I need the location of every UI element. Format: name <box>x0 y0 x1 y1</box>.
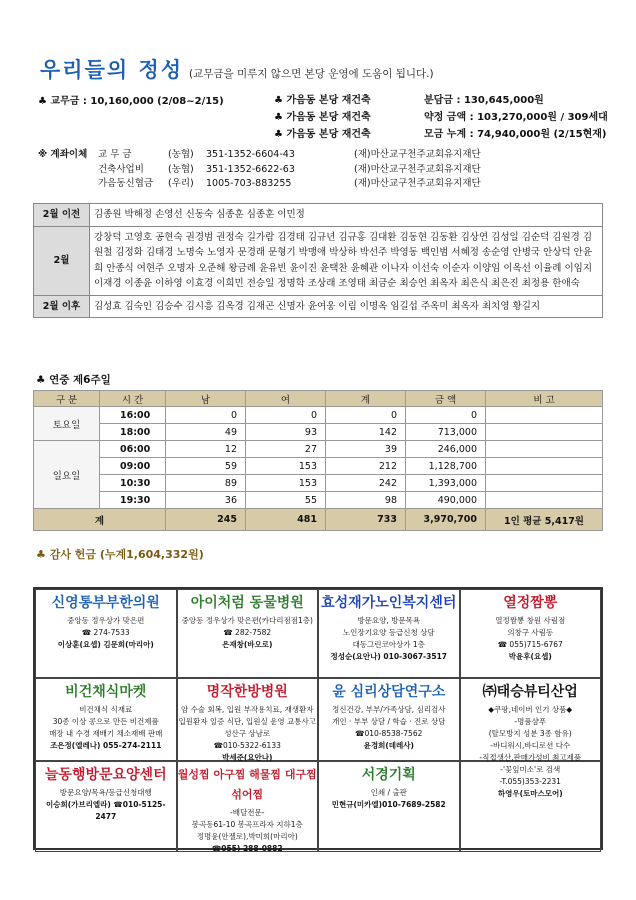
ad-card <box>460 589 602 678</box>
table-row: 2월 강창덕 고영호 공현숙 권경범 권정숙 길가람 김경태 김규년 김규홍 김대환 김동현 김동환 김상연 김성일 김순덕 김원경 김원철 김정화 김태경 노명숙 노영자 문경래 문형기 박맹애 박상하 박선주 박영동 백인범 서혜정 송순영 안병국 안상덕 안윤희 안종식 여현주 오명자 오준해 왕금례 윤유빈 윤이진 윤택찬 윤혜관 이나자 이선숙 이순자 이양임 이옥선 이율례 이임지 이재경 이종윤 이하영 이효경 이희민 전승일 정명학 조상래 조영태 최금순 최승언 최옥자 최은식 최은진 최정용 한애숙 <box>34 226 603 295</box>
ad-line: 입원환자 일증 식단, 입원실 운영 교통사고 <box>178 717 316 726</box>
ad-title: 윤 심리상담연구소 <box>332 684 446 700</box>
ad-contact: 이승희(가브리엘라) ☎010-5125-2477 <box>45 800 166 821</box>
ad-line: 암 수술 회복, 입원 부작용치료, 재생환자 <box>180 705 314 714</box>
rebuild-row: ♣ 가음동 본당 재건축 모금 누계 : 74,940,000원 (2/15현재) <box>274 129 607 140</box>
ad-contact: 은재창(바오로) <box>222 640 273 649</box>
ad-title: 신영통부부한의원 <box>51 595 160 611</box>
ad-line: ◆쿠팡,네이버 인기 상품◆ <box>488 705 573 714</box>
account-row: 가음동신협금 (우리) 1005-703-883255 (재)마산교구천주교회유지재단 <box>98 178 481 189</box>
attendance-table <box>33 390 603 531</box>
ad-card <box>35 589 177 678</box>
ad-contact: 윤경희(데레사) <box>363 741 414 750</box>
ad-line: 정신건강, 부부/가족상담, 심리검사 <box>332 705 446 714</box>
table-row: 2월 이후 김성효 김숙인 김승수 김시흥 김옥경 김재곤 신명자 윤여웅 이림 이명옥 임길섭 주옥미 최옥자 최치영 황길지 <box>34 295 603 318</box>
thanks-offering: ♣ 감사 헌금 (누계1,604,332원) <box>36 548 204 561</box>
ad-line: 개인 · 부부 상담 / 학습 · 진로 상담 <box>332 717 446 726</box>
table-row: 18:00 49 93 142 713,000 <box>34 424 603 441</box>
account-list <box>38 148 481 192</box>
ad-card <box>177 761 319 852</box>
ad-line: ☎ 055)715-6767 <box>497 640 563 649</box>
ad-card <box>35 761 177 852</box>
ad-line: 매장 내 수경 재배기 채소재배 판매 <box>49 729 163 738</box>
account-heading: ※ 계좌이체 <box>38 149 88 160</box>
ad-line: 방문요양, 방문목욕 <box>357 616 421 625</box>
ad-title: ㈜태승뷰티산업 <box>482 684 578 700</box>
ad-line: -T.055)353-2231 <box>499 777 561 786</box>
ad-title: 열정짬뽕 <box>503 595 558 611</box>
ad-contact: ☎055) 288-0882 <box>211 844 283 853</box>
table-total-row: 계 245 481 733 3,970,700 1인 평균 5,417원 <box>34 509 603 531</box>
ad-line: 중앙동 정우상가 맞은편(카다리점점1층) <box>181 616 313 625</box>
ad-line: -직접생산,판매가성비 최고제품 <box>479 753 582 762</box>
ad-card <box>318 589 460 678</box>
table-header-row: 구 분 시 간 남 여 계 금 액 비 고 <box>34 391 603 407</box>
ad-line: 대동그린코아상가 1층 <box>352 640 425 649</box>
tithe-summary: ♣ 교무금 : 10,160,000 (2/08~2/15) <box>38 96 224 107</box>
ad-title: 명작한방병원 <box>206 684 288 700</box>
ad-line: 30종 이상 콩으로 만든 비건제품 <box>52 717 159 726</box>
ad-line: ☎010-8538-7562 <box>355 729 423 738</box>
ad-contact: 하영우(토마스모어) <box>497 789 563 798</box>
donor-names-table <box>33 203 603 318</box>
ad-line: 성산구 상남로 <box>224 729 271 738</box>
ad-contact: 박윤후(요셉) <box>508 652 552 661</box>
ad-line: ☎010-5322-6133 <box>213 741 281 750</box>
table-row: 09:00 59 153 212 1,128,700 <box>34 458 603 475</box>
ad-grid <box>33 587 603 853</box>
table-row: 토요일 16:00 0 0 0 0 <box>34 407 603 424</box>
ad-line: -바디워시,바디로션 다수 <box>490 741 571 750</box>
ad-line: 노인장기요양 등급신청 상담 <box>342 628 435 637</box>
ad-contact: 조은정(엘레나) 055-274-2111 <box>50 741 162 750</box>
ad-card <box>35 678 177 761</box>
ad-line: 방문요양/목욕/등급신청대행 <box>59 788 152 797</box>
rebuild-summary <box>274 92 608 143</box>
ad-card <box>318 761 460 852</box>
ad-card <box>177 589 319 678</box>
ad-card <box>460 761 602 852</box>
page-subtitle: (교무금을 미루지 않으면 본당 운영에 도움이 됩니다.) <box>189 68 434 80</box>
rebuild-row: ♣ 가음동 본당 재건축 분담금 : 130,645,000원 <box>274 95 544 106</box>
ad-card <box>318 678 460 761</box>
header <box>40 54 434 84</box>
account-row: 건축사업비 (농협) 351-1352-6622-63 (재)마산교구천주교회유지재단 <box>98 163 481 175</box>
ad-contact: 민현규(미카엘)010-7689-2582 <box>331 800 446 809</box>
ad-contact: 이상훈(요셉) 김문희(마리아) <box>57 640 154 649</box>
ad-title: 월성찜 아구찜 해물찜 대구찜 섞어찜 <box>177 768 317 801</box>
ad-title: 늘동행방문요양센터 <box>44 767 167 783</box>
ad-line: 의창구 사림동 <box>507 628 554 637</box>
ad-line: 열정짬뽕 창원 사림점 <box>495 616 566 625</box>
ad-line: 정명윤(안젤로),박미희(마리아) <box>196 832 298 841</box>
rebuild-row: ♣ 가음동 본당 재건축 약정 금액 : 103,270,000원 / 309세대 <box>274 112 608 123</box>
ad-contact: 박세준(요안나) <box>222 753 273 762</box>
table-row: 2월 이전 김종원 박해정 손영선 신동숙 심종훈 심종훈 이민정 <box>34 204 603 227</box>
ad-line: (탈모방지 성분 3종 함유) <box>488 729 572 738</box>
ad-line: 비건채식 식재료 <box>79 705 133 714</box>
table-row: 일요일 06:00 12 27 39 246,000 <box>34 441 603 458</box>
ad-line: -'꽃잎미소'로 검색 <box>500 765 561 774</box>
table-row: 10:30 89 153 242 1,393,000 <box>34 475 603 492</box>
ad-title: 비건채식마켓 <box>65 684 147 700</box>
ad-line: -명품샴푸 <box>514 717 547 726</box>
page-title: 우리들의 정성 <box>40 58 184 82</box>
ad-contact: 정성순(요안나) 010-3067-3517 <box>330 652 448 661</box>
ad-line: 인쇄 / 출판 <box>370 788 407 797</box>
ad-line: 봉곡동61-10 봉곡프라자 지하1층 <box>191 820 303 829</box>
ad-card <box>177 678 319 761</box>
ad-line: 중앙동 정우상가 맞은편 <box>67 616 145 625</box>
attendance-title: ♣ 연중 제6주일 <box>36 374 111 386</box>
ad-title: 아이처럼 동물병원 <box>190 595 304 611</box>
ad-title: 효성재가노인복지센터 <box>321 595 457 611</box>
ad-card <box>460 678 602 798</box>
table-row: 19:30 36 55 98 490,000 <box>34 492 603 509</box>
ad-line: -배달전문- <box>230 808 265 817</box>
ad-title: 서경기획 <box>361 767 416 783</box>
ad-line: ☎ 274-7533 <box>81 628 130 637</box>
account-row: ※ 계좌이체 교 무 금 (농협) 351-1352-6604-43 (재)마산교구천주교회유지재단 <box>38 148 481 163</box>
ad-line: ☎ 282-7582 <box>223 628 272 637</box>
